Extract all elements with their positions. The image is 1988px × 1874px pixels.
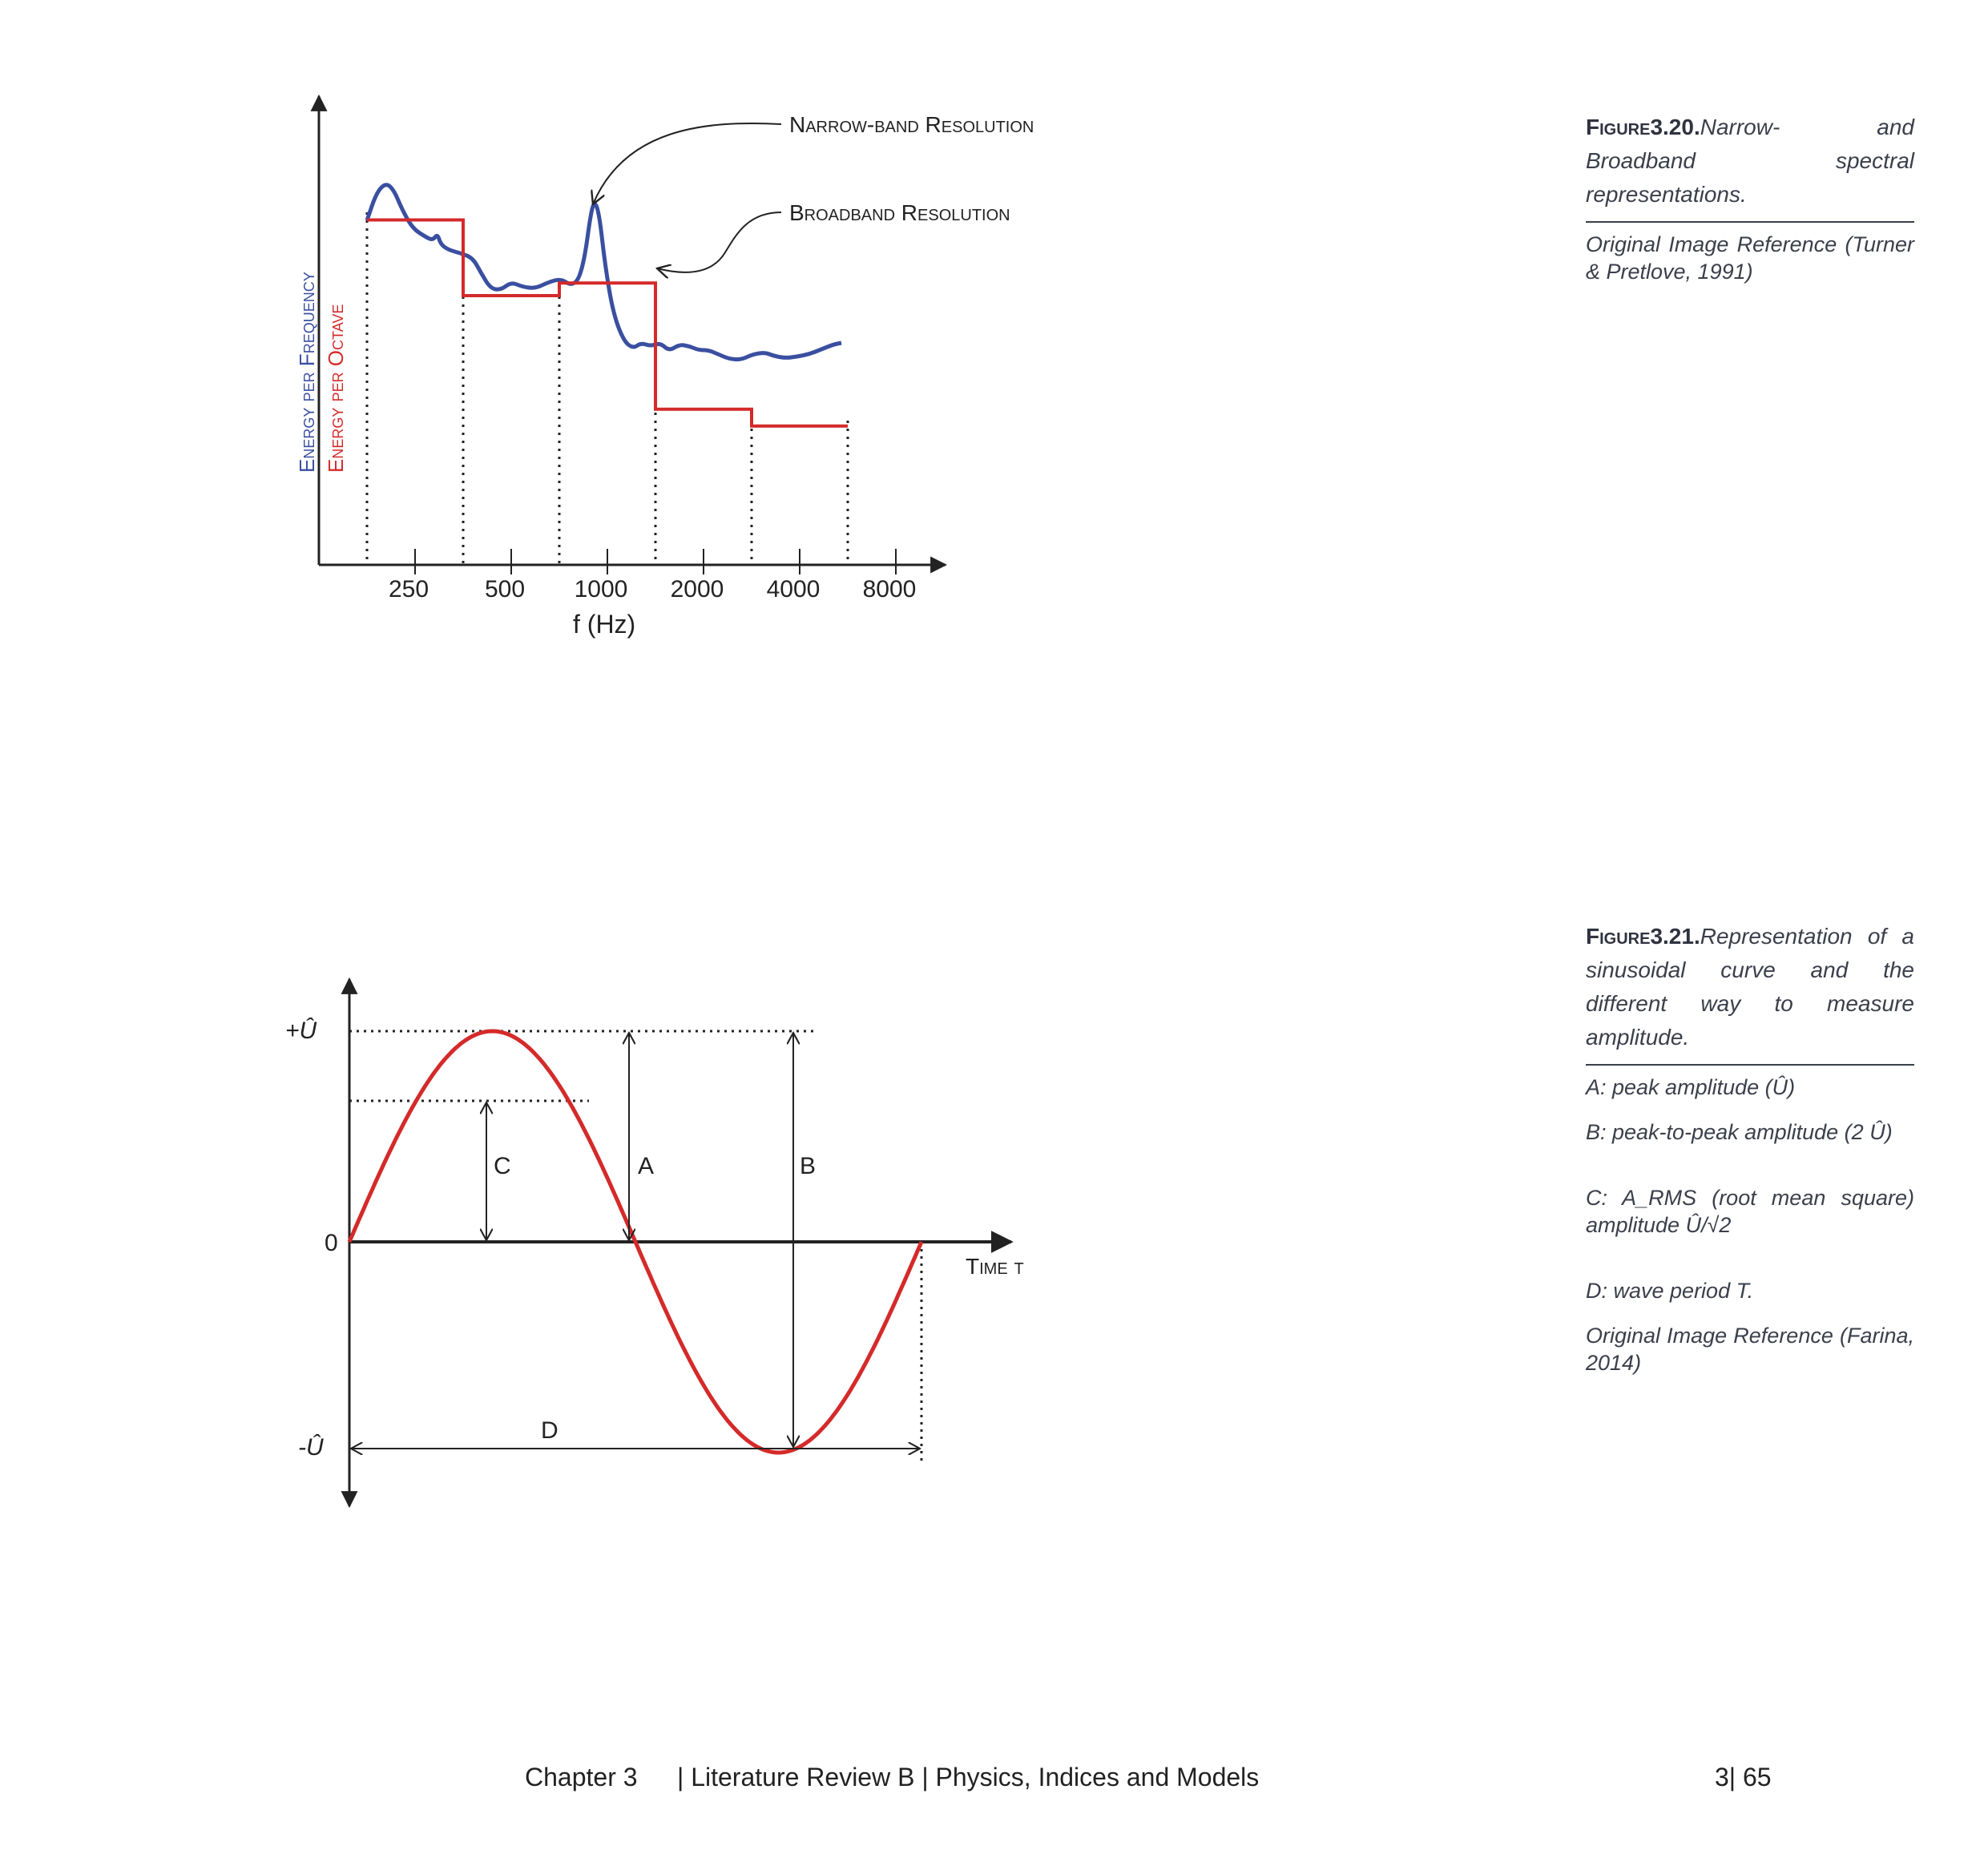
legend-item-b: B: peak-to-peak amplitude (2 Û) [1586,1120,1893,1144]
y-tick-zero: 0 [325,1230,338,1256]
figure-3-20-reference: Original Image Reference (Turner & Pretlove, 1991) [1586,232,1914,284]
y-tick-plus-u: +Û [285,1018,317,1044]
y-axis-label-blue: Energy per Frequency [295,272,319,473]
caption-divider [1586,1064,1914,1066]
footer-page-number: 3| 65 [1715,1763,1772,1791]
x-tick-label: 500 [484,576,526,603]
y-tick-minus-u: -Û [298,1434,324,1461]
figure-3-21-label: Figure3.21. [1586,924,1700,949]
label-b: B [800,1153,817,1179]
figure-3-21-text: Representation of a sinusoidal curve and the different way to measure amplitude. [1586,924,1914,1050]
broadband-annotation: Broadband Resolution [789,200,1010,225]
narrowband-annotation: Narrow-band Resolution [789,112,1034,137]
figure-3-20-text: Narrow- and Broadband spectral representations. [1586,115,1914,207]
x-tick-label: 250 [388,576,429,603]
x-tick-label: 8000 [862,576,917,603]
label-d: D [541,1417,558,1444]
x-tick-label: 4000 [766,576,821,603]
y-axis-label-red: Energy per Octave [324,304,348,473]
caption-divider [1586,221,1914,223]
legend-item-a: A: peak amplitude (Û) [1586,1075,1796,1099]
footer-chapter: Chapter 3 [525,1763,638,1791]
figure-3-21-reference: Original Image Reference (Farina, 2014) [1586,1324,1914,1375]
figure-3-20-label: Figure3.20. [1586,115,1700,139]
legend-item-c: C: A_RMS (root mean square) amplitude Û/√2 [1586,1186,1914,1237]
x-tick-label: 2000 [670,576,724,603]
figure-3-21-caption [1586,920,1914,1394]
x-tick-label: 1000 [574,576,628,603]
label-c: C [494,1153,511,1179]
time-axis-label: Time t [966,1254,1024,1279]
legend-item-d: D: wave period T. [1586,1279,1754,1303]
figure-3-20-caption [1586,111,1914,303]
x-axis-label: f (Hz) [573,610,636,639]
figure-3-21-title [1586,920,1914,1054]
footer-title: | Literature Review B | Physics, Indices and Models [677,1763,1260,1791]
sinusoid-chart [0,0,1058,1602]
figure-3-20-title [1586,111,1914,212]
label-a: A [638,1153,655,1179]
